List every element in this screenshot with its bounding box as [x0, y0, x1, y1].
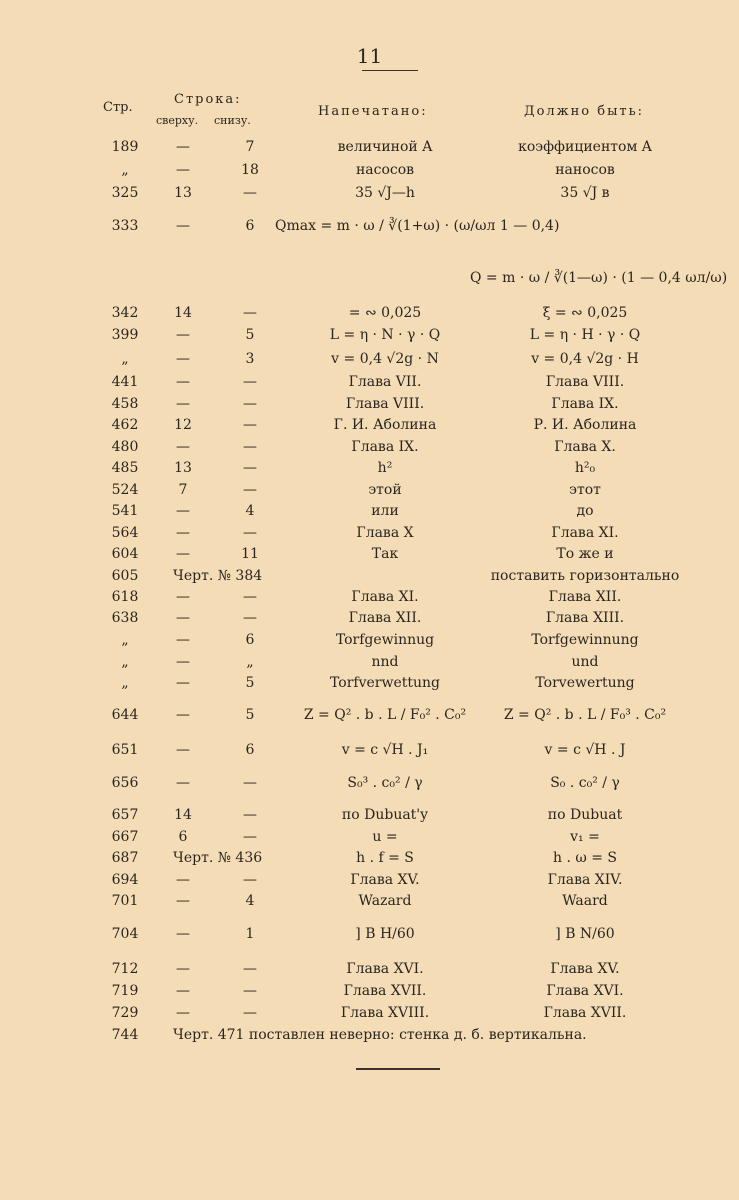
top-line-cell: —: [176, 983, 190, 999]
printed-cell: Глава IX.: [351, 439, 419, 455]
errata-row: [0, 587, 739, 607]
figure-reference: Черт. № 384: [173, 568, 263, 584]
should-be-cell: Р. И. Аболина: [533, 417, 637, 433]
top-line-cell: 13: [174, 460, 192, 476]
figure-reference: Черт. № 436: [173, 850, 263, 866]
errata-row: [0, 544, 739, 564]
bottom-line-cell: —: [243, 589, 257, 605]
errata-row: [0, 415, 739, 435]
printed-cell: nnd: [371, 654, 399, 670]
printed-cell: Глава XVII.: [343, 983, 427, 999]
errata-row: [0, 827, 739, 847]
printed-cell: Глава XVIII.: [340, 1005, 430, 1021]
printed-cell: Г. И. Аболина: [333, 417, 437, 433]
top-line-cell: —: [176, 632, 190, 648]
page-cell: „: [121, 351, 129, 367]
should-be-cell: Глава XII.: [548, 589, 622, 605]
page-cell: „: [121, 162, 129, 178]
should-be-cell: Глава VIII.: [545, 374, 625, 390]
bottom-line-cell: 5: [245, 707, 255, 723]
top-line-cell: —: [176, 439, 190, 455]
bottom-line-cell: —: [243, 610, 257, 626]
top-line-cell: —: [176, 396, 190, 412]
bottom-line-cell: 5: [245, 327, 255, 343]
should-be-cell: Глава XV.: [550, 961, 620, 977]
errata-row: [0, 773, 739, 793]
printed-cell: этой: [368, 482, 402, 498]
page-cell: 605: [111, 568, 139, 584]
should-be-cell: Глава XVI.: [546, 983, 624, 999]
should-be-cell: 35 √J в: [560, 185, 610, 201]
errata-row: [0, 183, 739, 203]
page-cell: 651: [111, 742, 139, 758]
bottom-line-cell: 6: [245, 218, 255, 234]
page-number: 11: [356, 44, 383, 68]
errata-row: [0, 394, 739, 414]
should-be-cell: до: [576, 503, 594, 519]
top-line-cell: —: [176, 327, 190, 343]
errata-row: [0, 458, 739, 478]
printed-cell: h . f = S: [356, 850, 414, 866]
printed-cell: h²: [377, 460, 393, 476]
page-cell: 687: [111, 850, 139, 866]
should-be-cell: Глава XIII.: [545, 610, 625, 626]
should-be-cell: v = c √H . J: [544, 742, 626, 758]
should-be-cell: Torvewertung: [535, 675, 635, 691]
should-be-cell: коэффициентом A: [518, 139, 652, 155]
should-be-cell: Q = m · ω / ∛(1—ω) · (1 — 0,4 ωл/ω): [470, 270, 728, 286]
top-line-cell: —: [176, 139, 190, 155]
bottom-line-cell: —: [243, 439, 257, 455]
page-cell: 485: [111, 460, 139, 476]
errata-row: [0, 137, 739, 157]
page-cell: 342: [111, 305, 139, 321]
page-cell: 701: [111, 893, 139, 909]
should-be-cell: Waard: [562, 893, 608, 909]
bottom-line-cell: —: [243, 185, 257, 201]
page-cell: 656: [111, 775, 139, 791]
should-be-cell: v₁ =: [570, 829, 600, 845]
bottom-line-cell: —: [243, 872, 257, 888]
errata-row: [0, 1025, 739, 1045]
printed-cell: L = η · N · γ · Q: [329, 327, 441, 343]
errata-row: [0, 1003, 739, 1023]
page-cell: 458: [111, 396, 139, 412]
printed-cell: Z = Q² . b . L / F₀² . C₀²: [303, 707, 467, 723]
page-cell: 189: [111, 139, 139, 155]
page-cell: 638: [111, 610, 139, 626]
top-line-cell: —: [176, 374, 190, 390]
errata-row: [0, 848, 739, 868]
bottom-line-cell: —: [243, 305, 257, 321]
should-be-cell: наносов: [555, 162, 615, 178]
printed-cell: v = 0,4 √2g · N: [331, 351, 439, 367]
top-line-cell: —: [176, 589, 190, 605]
bottom-line-cell: —: [243, 983, 257, 999]
header-printed: Напечатано:: [318, 104, 428, 119]
top-line-cell: —: [176, 742, 190, 758]
errata-row: [0, 216, 739, 236]
printed-cell: Глава XII.: [348, 610, 422, 626]
page-cell: 480: [111, 439, 139, 455]
bottom-line-cell: —: [243, 374, 257, 390]
bottom-line-cell: —: [243, 460, 257, 476]
page-cell: 462: [111, 417, 139, 433]
errata-row: [0, 480, 739, 500]
page-cell: 644: [111, 707, 139, 723]
page-cell: 618: [111, 589, 139, 605]
bottom-line-cell: „: [246, 654, 254, 670]
page-cell: 744: [111, 1027, 139, 1043]
page-cell: 694: [111, 872, 139, 888]
bottom-line-cell: 6: [245, 632, 255, 648]
header-line: Строка:: [174, 92, 242, 107]
errata-row: [0, 891, 739, 911]
printed-cell: Глава XI.: [351, 589, 419, 605]
should-be-cell: und: [571, 654, 599, 670]
top-line-cell: —: [176, 675, 190, 691]
bottom-line-cell: 6: [245, 742, 255, 758]
printed-cell: v = c √H . J₁: [341, 742, 429, 758]
printed-cell: S₀³ . c₀² / γ: [347, 775, 423, 791]
errata-row: [0, 523, 739, 543]
printed-cell: Qmax = m · ω / ∛(1+ω) · (ω/ωл 1 — 0,4): [275, 218, 560, 234]
page-cell: 441: [111, 374, 139, 390]
top-line-cell: —: [176, 775, 190, 791]
page-cell: 333: [111, 218, 139, 234]
page-cell: 704: [111, 926, 139, 942]
bottom-line-cell: —: [243, 1005, 257, 1021]
errata-row: [0, 566, 739, 586]
bottom-line-cell: 11: [241, 546, 259, 562]
printed-cell: Глава VIII.: [345, 396, 425, 412]
top-rule: [362, 70, 418, 71]
bottom-line-cell: 4: [245, 893, 255, 909]
errata-row: [0, 303, 739, 323]
should-be-cell: ] B N/60: [555, 926, 615, 942]
errata-row: [0, 437, 739, 457]
errata-row: [0, 959, 739, 979]
printed-cell: ] B H/60: [355, 926, 415, 942]
top-line-cell: —: [176, 654, 190, 670]
should-be-cell: поставить горизонтально: [490, 568, 680, 584]
printed-cell: Torfgewinnug: [335, 632, 435, 648]
errata-row: [0, 268, 739, 288]
errata-row: [0, 924, 739, 944]
bottom-line-cell: —: [243, 775, 257, 791]
printed-cell: насосов: [355, 162, 415, 178]
printed-cell: 35 √J—h: [355, 185, 415, 201]
top-line-cell: —: [176, 961, 190, 977]
page-cell: „: [121, 675, 129, 691]
printed-cell: или: [371, 503, 399, 519]
top-line-cell: —: [176, 503, 190, 519]
page-cell: „: [121, 632, 129, 648]
top-line-cell: 6: [178, 829, 188, 845]
printed-cell: Глава X: [356, 525, 414, 541]
top-line-cell: —: [176, 162, 190, 178]
page-cell: 729: [111, 1005, 139, 1021]
bottom-line-cell: —: [243, 807, 257, 823]
page-cell: „: [121, 654, 129, 670]
bottom-line-cell: —: [243, 961, 257, 977]
printed-cell: Глава XVI.: [346, 961, 424, 977]
errata-row: [0, 705, 739, 725]
page-cell: 712: [111, 961, 139, 977]
errata-row: [0, 981, 739, 1001]
should-be-cell: этот: [569, 482, 601, 498]
page-cell: 657: [111, 807, 139, 823]
top-line-cell: 14: [174, 807, 192, 823]
printed-cell: Torfverwettung: [330, 675, 440, 691]
should-be-cell: То же и: [556, 546, 614, 562]
printed-cell: Глава VII.: [348, 374, 422, 390]
page-cell: 719: [111, 983, 139, 999]
should-be-cell: ξ = ∾ 0,025: [542, 305, 628, 321]
errata-row: [0, 608, 739, 628]
printed-cell: величиной A: [337, 139, 433, 155]
top-line-cell: —: [176, 893, 190, 909]
top-line-cell: —: [176, 1005, 190, 1021]
should-be-cell: Глава XIV.: [547, 872, 623, 888]
printed-cell: Глава XV.: [350, 872, 420, 888]
printed-cell: Так: [371, 546, 399, 562]
page-cell: 604: [111, 546, 139, 562]
top-line-cell: —: [176, 351, 190, 367]
header-page: Стр.: [103, 100, 133, 115]
should-be-cell: h²₀: [574, 460, 596, 476]
bottom-line-cell: —: [243, 396, 257, 412]
errata-row: [0, 870, 739, 890]
bottom-line-cell: 1: [245, 926, 255, 942]
top-line-cell: —: [176, 707, 190, 723]
figure-note: Черт. 471 поставлен неверно: стенка д. б. вертикальна.: [173, 1027, 587, 1043]
top-line-cell: —: [176, 546, 190, 562]
top-line-cell: —: [176, 525, 190, 541]
top-line-cell: —: [176, 926, 190, 942]
bottom-line-cell: 3: [245, 351, 255, 367]
bottom-line-cell: —: [243, 525, 257, 541]
top-line-cell: 12: [174, 417, 192, 433]
top-line-cell: 14: [174, 305, 192, 321]
printed-cell: = ∾ 0,025: [348, 305, 422, 321]
errata-row: [0, 652, 739, 672]
page-cell: 564: [111, 525, 139, 541]
page-cell: 667: [111, 829, 139, 845]
should-be-cell: Torfgewinnung: [531, 632, 639, 648]
errata-row: [0, 325, 739, 345]
bottom-line-cell: 7: [245, 139, 255, 155]
should-be-cell: S₀ . c₀² / γ: [550, 775, 620, 791]
top-line-cell: 7: [178, 482, 188, 498]
bottom-line-cell: —: [243, 417, 257, 433]
printed-cell: u =: [372, 829, 398, 845]
errata-row: [0, 372, 739, 392]
page-cell: 524: [111, 482, 139, 498]
top-line-cell: —: [176, 872, 190, 888]
page-cell: 541: [111, 503, 139, 519]
should-be-cell: h . ω = S: [552, 850, 617, 866]
should-be-cell: v = 0,4 √2g · H: [531, 351, 639, 367]
header-bottom: снизу.: [214, 114, 251, 127]
should-be-cell: по Dubuat: [547, 807, 623, 823]
errata-row: [0, 349, 739, 369]
top-line-cell: —: [176, 218, 190, 234]
top-line-cell: 13: [174, 185, 192, 201]
printed-cell: Wazard: [358, 893, 412, 909]
bottom-rule: [356, 1068, 440, 1070]
bottom-line-cell: 5: [245, 675, 255, 691]
header-top: сверху.: [156, 114, 199, 127]
errata-row: [0, 740, 739, 760]
should-be-cell: Глава XI.: [551, 525, 619, 541]
page-cell: 399: [111, 327, 139, 343]
top-line-cell: —: [176, 610, 190, 626]
errata-row: [0, 805, 739, 825]
bottom-line-cell: 18: [241, 162, 259, 178]
bottom-line-cell: 4: [245, 503, 255, 519]
should-be-cell: Глава XVII.: [543, 1005, 627, 1021]
should-be-cell: Глава IX.: [551, 396, 619, 412]
should-be-cell: Z = Q² . b . L / F₀³ . C₀²: [503, 707, 667, 723]
errata-row: [0, 630, 739, 650]
bottom-line-cell: —: [243, 482, 257, 498]
should-be-cell: Глава X.: [554, 439, 616, 455]
should-be-cell: L = η · H · γ · Q: [529, 327, 641, 343]
bottom-line-cell: —: [243, 829, 257, 845]
header-should: Должно быть:: [524, 104, 645, 119]
printed-cell: по Dubuat'y: [341, 807, 429, 823]
page-cell: 325: [111, 185, 139, 201]
errata-row: [0, 501, 739, 521]
errata-row: [0, 160, 739, 180]
errata-row: [0, 673, 739, 693]
